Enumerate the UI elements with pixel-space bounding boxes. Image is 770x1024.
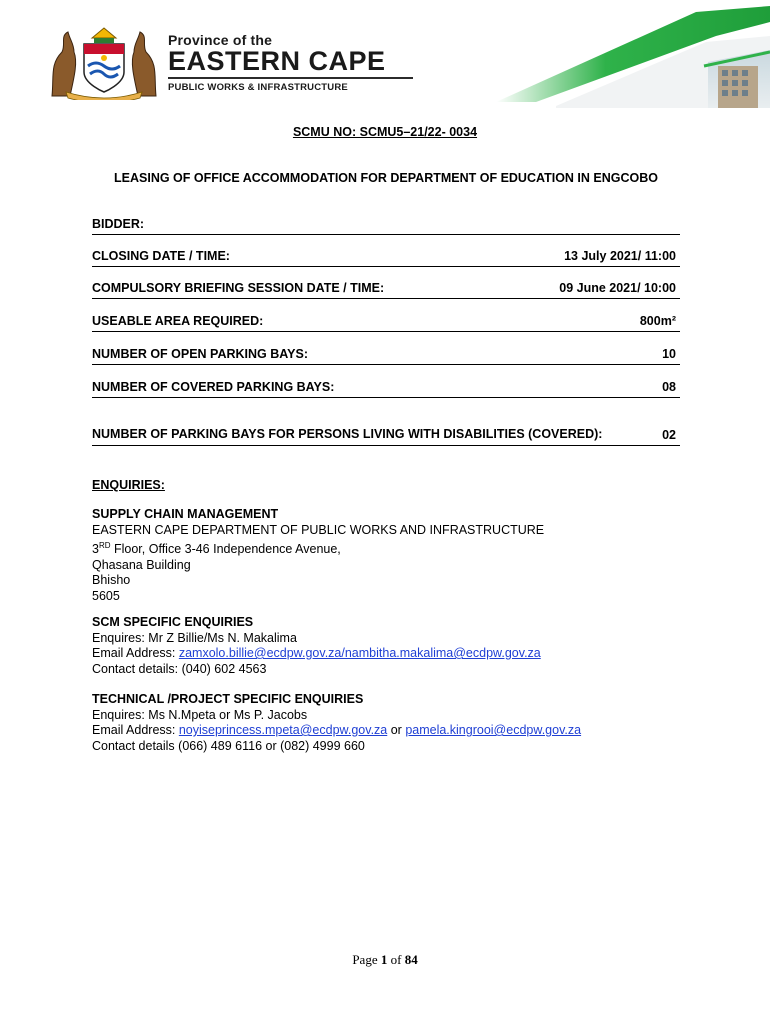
coat-of-arms-icon	[44, 26, 164, 100]
scm-contact-block	[92, 507, 692, 604]
technical-email-line: Email Address: noyiseprincess.mpeta@ecdpw.gov.za or pamela.kingrooi@ecdpw.gov.za	[92, 723, 582, 737]
town-name: Bhisho	[92, 573, 131, 588]
field-row-closing-date	[92, 245, 680, 267]
technical-block	[92, 692, 692, 754]
department-name: EASTERN CAPE DEPARTMENT OF PUBLIC WORKS AND INFRASTRUCTURE	[92, 522, 545, 537]
field-value: 800m²	[639, 314, 676, 328]
scm-contact-details: Contact details: (040) 602 4563	[92, 661, 267, 676]
field-label: BIDDER:	[92, 217, 145, 231]
brand-divider	[168, 77, 413, 79]
field-row-bidder	[92, 213, 680, 235]
field-label: NUMBER OF PARKING BAYS FOR PERSONS LIVING WITH DISABILITIES (COVERED):	[92, 427, 603, 441]
field-value: 13 July 2021/ 11:00	[564, 249, 676, 263]
field-value: 09 June 2021/ 10:00	[559, 281, 676, 295]
field-label: COMPULSORY BRIEFING SESSION DATE / TIME:	[92, 281, 385, 295]
field-row-covered-parking	[92, 376, 680, 398]
scm-specific-block	[92, 615, 692, 677]
field-label: NUMBER OF COVERED PARKING BAYS:	[92, 380, 335, 394]
technical-contact-details: Contact details (066) 489 6116 or (082) 4999 660	[92, 738, 365, 753]
scm-email-line: Email Address: zamxolo.billie@ecdpw.gov.za/nambitha.makalima@ecdpw.gov.za	[92, 646, 541, 660]
scmu-reference: SCMU NO: SCMU5–21/22- 0034	[292, 125, 478, 139]
field-row-disability-parking	[92, 410, 680, 446]
field-row-briefing-session	[92, 277, 680, 299]
provincial-logo	[44, 26, 424, 104]
technical-heading: TECHNICAL /PROJECT SPECIFIC ENQUIRIES	[92, 692, 364, 706]
brand-line-3: PUBLIC WORKS & INFRASTRUCTURE	[168, 82, 348, 93]
scm-heading: SUPPLY CHAIN MANAGEMENT	[92, 507, 279, 521]
brand-line-2: EASTERN CAPE	[168, 46, 386, 76]
field-row-useable-area	[92, 310, 680, 332]
technical-enquires-names: Enquires: Ms N.Mpeta or Ms P. Jacobs	[92, 707, 308, 722]
building-name: Qhasana Building	[92, 557, 191, 572]
page-number: Page 1 of 84	[352, 952, 418, 967]
scm-enquires-names: Enquires: Mr Z Billie/Ms N. Makalima	[92, 630, 297, 645]
building-banner-graphic	[496, 6, 770, 108]
field-label: USEABLE AREA REQUIRED:	[92, 314, 264, 328]
document-title: LEASING OF OFFICE ACCOMMODATION FOR DEPARTMENT OF EDUCATION IN ENGCOBO	[114, 171, 658, 185]
field-value: 08	[662, 380, 676, 394]
enquiries-heading: ENQUIRIES:	[92, 478, 165, 492]
postal-code: 5605	[92, 588, 120, 603]
scm-email-link[interactable]: zamxolo.billie@ecdpw.gov.za/nambitha.makalima@ecdpw.gov.za	[178, 646, 541, 660]
field-row-open-parking	[92, 343, 680, 365]
technical-email-link-2[interactable]: pamela.kingrooi@ecdpw.gov.za	[405, 723, 582, 737]
scm-specific-heading: SCM SPECIFIC ENQUIRIES	[92, 615, 254, 629]
technical-email-link-1[interactable]: noyiseprincess.mpeta@ecdpw.gov.za	[178, 723, 388, 737]
brand-line-1: Province of the	[168, 32, 273, 48]
field-label: CLOSING DATE / TIME:	[92, 249, 230, 263]
field-value: 10	[662, 347, 676, 361]
field-label: NUMBER OF OPEN PARKING BAYS:	[92, 347, 308, 361]
address-line: 3RD Floor, Office 3-46 Independence Avenue,	[92, 541, 341, 557]
field-value: 02	[662, 428, 676, 442]
